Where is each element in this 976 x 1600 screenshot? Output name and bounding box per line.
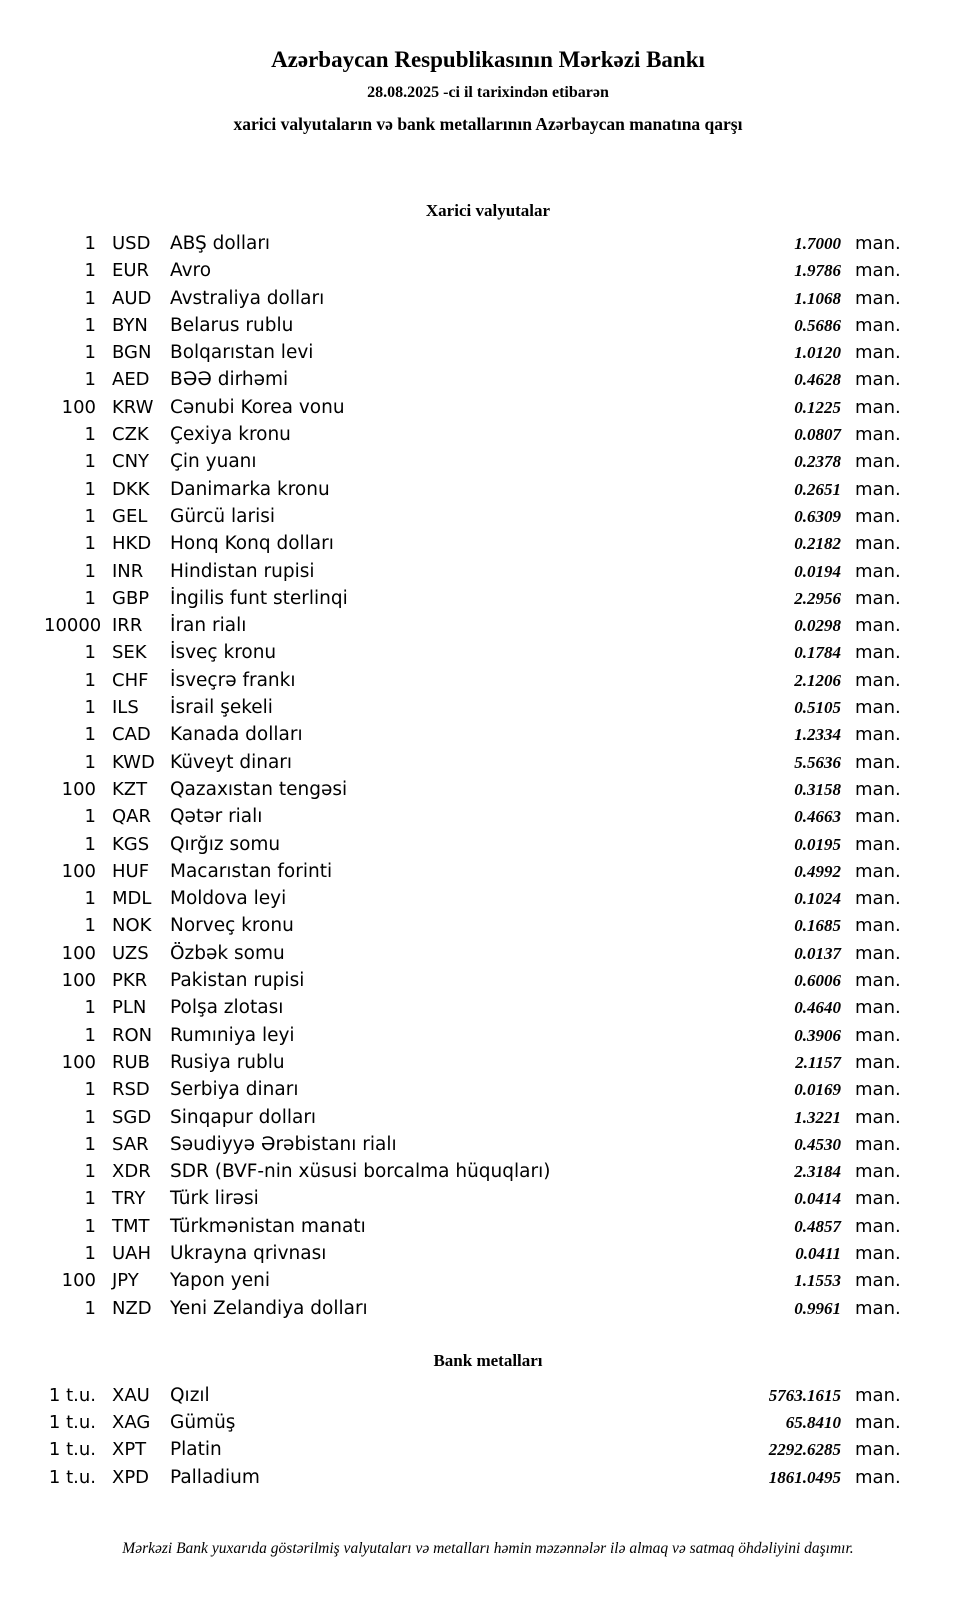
effective-date-line: 28.08.2025 -ci il tarixindən etibarən <box>367 84 609 101</box>
rate-row-rate-value: 5.5636 <box>794 752 841 772</box>
rate-row-currency-name: Türk lirəsi <box>170 1188 259 1210</box>
rate-row-currency-code: TMT <box>112 1215 150 1237</box>
rate-row-currency-code: SAR <box>112 1133 149 1155</box>
rate-row-currency-code: NZD <box>112 1297 152 1319</box>
rate-row-currency-name: Rumıniya leyi <box>170 1024 295 1046</box>
rate-row-rate-value: 0.4857 <box>794 1216 841 1236</box>
rate-row-unit-label: man. <box>855 1412 901 1434</box>
page-title: Azərbaycan Respublikasının Mərkəzi Bankı <box>271 47 705 72</box>
rate-row-quantity: 1 <box>84 587 96 609</box>
rate-row-quantity: 1 <box>84 1188 96 1210</box>
rate-row <box>44 1049 901 1076</box>
rate-row-unit-label: man. <box>855 751 901 773</box>
rate-row-currency-code: CZK <box>112 424 149 446</box>
rate-row-currency-name: Qızıl <box>170 1384 210 1406</box>
rate-row <box>44 967 901 994</box>
rate-row-rate-value: 0.2182 <box>794 534 841 554</box>
rate-row-currency-name: Özbək somu <box>170 942 285 964</box>
rate-row-unit-label: man. <box>855 970 901 992</box>
rate-row-unit-label: man. <box>855 287 901 309</box>
section-title-currencies: Xarici valyutalar <box>425 201 551 220</box>
rate-row-currency-name: Küveyt dinarı <box>170 751 293 773</box>
rate-row-quantity: 1 <box>84 260 96 282</box>
document-subtitle: xarici valyutaların və bank metallarının Azərbaycan manatına qarşı <box>233 114 743 134</box>
rate-row-currency-code: INR <box>112 560 144 582</box>
rate-row-currency-code: BYN <box>112 314 148 336</box>
rate-row-currency-code: KZT <box>112 778 148 800</box>
rate-row-currency-code: IRR <box>112 615 143 637</box>
rate-row-currency-name: Macarıstan forinti <box>170 860 333 882</box>
rate-row <box>44 394 901 421</box>
rate-row-currency-code: BGN <box>112 342 152 364</box>
rate-row-quantity: 1 <box>84 915 96 937</box>
rate-row-currency-name: İsveç kronu <box>170 642 277 664</box>
rate-row-currency-name: Norveç kronu <box>170 915 294 937</box>
rate-row-currency-code: CNY <box>112 451 150 473</box>
rate-row-unit-label: man. <box>855 1242 901 1264</box>
rate-row-unit-label: man. <box>855 778 901 800</box>
rate-row-quantity: 1 <box>84 287 96 309</box>
rate-row-currency-name: Gürcü larisi <box>170 505 276 527</box>
rate-row-unit-label: man. <box>855 669 901 691</box>
disclaimer-text: Mərkəzi Bank yuxarıda göstərilmiş valyutaları və metalları həmin məzənnələr ilə almaq və satmaq öhdəliyini daşımır. <box>122 1540 854 1558</box>
rate-row <box>44 530 901 557</box>
rate-row-quantity: 1 <box>84 1242 96 1264</box>
rate-row-rate-value: 0.9961 <box>794 1298 841 1318</box>
rate-row-rate-value: 0.4663 <box>794 807 841 827</box>
rate-row-quantity: 1 <box>84 1079 96 1101</box>
rate-row <box>44 1158 901 1185</box>
rate-row-unit-label: man. <box>855 942 901 964</box>
rate-row-currency-code: USD <box>112 233 151 254</box>
rate-row-quantity: 1 <box>84 833 96 855</box>
rate-row-currency-code: UAH <box>112 1242 152 1264</box>
rate-row-rate-value: 0.6006 <box>794 971 841 991</box>
rate-row-currency-code: AED <box>112 369 150 391</box>
rate-row-quantity: 1 <box>84 751 96 773</box>
rate-row-quantity: 1 <box>84 1024 96 1046</box>
rate-row-rate-value: 2.1157 <box>795 1052 841 1072</box>
rate-row-currency-code: EUR <box>112 260 150 282</box>
rate-row-unit-label: man. <box>855 1161 901 1183</box>
document-header <box>0 46 976 136</box>
rate-row-currency-name: Moldova leyi <box>170 888 287 910</box>
rate-row-currency-code: XAG <box>112 1412 151 1434</box>
rate-row-currency-name: BƏƏ dirhəmi <box>170 369 289 391</box>
rate-row-rate-value: 1.3221 <box>794 1107 841 1127</box>
rate-row <box>44 421 901 448</box>
rate-row-currency-code: XDR <box>112 1161 151 1183</box>
rate-row-quantity: 100 <box>61 942 96 964</box>
rate-row-unit-label: man. <box>855 1106 901 1128</box>
rate-row-rate-value: 1.1553 <box>794 1271 841 1291</box>
rate-row-unit-label: man. <box>855 615 901 637</box>
rate-row-unit-label: man. <box>855 1466 901 1488</box>
rate-row-currency-code: CAD <box>112 724 151 746</box>
rate-row-currency-code: RON <box>112 1024 153 1046</box>
rate-row-rate-value: 0.0807 <box>794 425 841 445</box>
rate-row-rate-value: 0.3158 <box>794 779 841 799</box>
rate-row-rate-value: 0.0194 <box>794 561 841 581</box>
rate-row-quantity: 1 <box>84 1297 96 1319</box>
rate-row <box>44 1295 901 1322</box>
rate-row-quantity: 10000 <box>44 615 102 637</box>
rate-row <box>44 1409 901 1436</box>
rate-row-currency-name: Qətər rialı <box>170 806 263 828</box>
rate-row-currency-name: Palladium <box>170 1466 260 1488</box>
rate-row-rate-value: 2292.6285 <box>768 1440 841 1460</box>
rate-row-currency-name: Çexiya kronu <box>170 424 291 446</box>
rate-row <box>44 1436 901 1463</box>
rate-row-quantity: 100 <box>61 860 96 882</box>
rate-row-quantity: 1 t.u. <box>48 1439 96 1461</box>
rate-row-currency-code: XPD <box>112 1466 150 1488</box>
rate-row-currency-name: Belarus rublu <box>170 314 294 336</box>
rate-row <box>44 1267 901 1294</box>
rate-row-currency-name: Serbiya dinarı <box>170 1079 299 1101</box>
rate-row-unit-label: man. <box>855 533 901 555</box>
metal-rate-table <box>44 1382 901 1491</box>
rate-row-rate-value: 0.0169 <box>794 1080 841 1100</box>
rate-row-quantity: 1 t.u. <box>48 1466 96 1488</box>
rate-row-quantity: 1 <box>84 888 96 910</box>
rate-row-quantity: 1 <box>84 1161 96 1183</box>
rate-row-quantity: 1 <box>84 1215 96 1237</box>
rate-row <box>44 912 901 939</box>
rate-row-quantity: 1 t.u. <box>48 1384 96 1406</box>
rate-row-currency-code: PKR <box>112 970 148 992</box>
rate-row <box>44 1185 901 1212</box>
rate-row <box>44 448 901 475</box>
rate-row-rate-value: 5763.1615 <box>768 1385 841 1405</box>
rate-row-unit-label: man. <box>855 260 901 282</box>
rate-row <box>44 558 901 585</box>
rate-row-currency-name: Qırğız somu <box>170 833 281 855</box>
rate-row <box>44 503 901 530</box>
rate-row <box>44 612 901 639</box>
rate-row-currency-code: SEK <box>112 642 147 664</box>
rate-row <box>44 1022 901 1049</box>
rate-row-currency-name: Səudiyyə Ərəbistanı rialı <box>170 1133 397 1155</box>
rate-row-currency-code: NOK <box>112 915 152 937</box>
rate-row <box>44 1104 901 1131</box>
rate-row-currency-name: İngilis funt sterlinqi <box>170 587 348 609</box>
rate-row-currency-name: SDR (BVF-nin xüsusi borcalma hüquqları) <box>170 1161 551 1183</box>
rate-row-currency-name: ABŞ dolları <box>170 233 271 254</box>
rate-row <box>44 312 901 339</box>
rate-row-currency-name: İsrail şekeli <box>170 697 273 719</box>
rate-row-quantity: 1 <box>84 505 96 527</box>
rate-row <box>44 230 901 257</box>
rate-row-currency-code: CHF <box>112 669 149 691</box>
rate-row-rate-value: 2.2956 <box>794 588 841 608</box>
rate-row-quantity: 1 t.u. <box>48 1412 96 1434</box>
rate-row-currency-code: MDL <box>112 888 152 910</box>
rate-row-quantity: 1 <box>84 314 96 336</box>
rate-row-currency-name: Danimarka kronu <box>170 478 330 500</box>
rate-row-unit-label: man. <box>855 1270 901 1292</box>
rate-row-quantity: 1 <box>84 533 96 555</box>
rate-row-quantity: 100 <box>61 1051 96 1073</box>
rate-row-unit-label: man. <box>855 915 901 937</box>
rate-row <box>44 994 901 1021</box>
rate-row-quantity: 1 <box>84 997 96 1019</box>
rate-row-rate-value: 0.1024 <box>794 889 841 909</box>
rate-row-unit-label: man. <box>855 342 901 364</box>
rate-row-currency-code: DKK <box>112 478 150 500</box>
rate-row-unit-label: man. <box>855 1439 901 1461</box>
rate-row-currency-code: XAU <box>112 1384 150 1406</box>
rate-row-quantity: 1 <box>84 342 96 364</box>
rate-row-rate-value: 0.5105 <box>794 698 841 718</box>
rate-row-unit-label: man. <box>855 1384 901 1406</box>
rate-row-rate-value: 0.3906 <box>794 1025 841 1045</box>
rate-row <box>44 940 901 967</box>
rate-row-currency-code: QAR <box>112 806 151 828</box>
rate-row-rate-value: 0.4530 <box>794 1134 841 1154</box>
rate-row <box>44 831 901 858</box>
rate-row-rate-value: 65.8410 <box>785 1413 841 1433</box>
rate-row-currency-name: Yeni Zelandiya dolları <box>170 1297 368 1319</box>
rate-row-quantity: 1 <box>84 724 96 746</box>
rate-row-currency-name: Rusiya rublu <box>170 1051 285 1073</box>
rate-row-unit-label: man. <box>855 1133 901 1155</box>
rate-row <box>44 1076 901 1103</box>
rate-row-rate-value: 0.1225 <box>794 397 841 417</box>
rate-row-quantity: 1 <box>84 369 96 391</box>
rate-row-quantity: 1 <box>84 1133 96 1155</box>
rate-row <box>44 885 901 912</box>
rate-row-unit-label: man. <box>855 642 901 664</box>
rate-row-rate-value: 0.0195 <box>794 834 841 854</box>
rate-row-unit-label: man. <box>855 1079 901 1101</box>
rate-row-unit-label: man. <box>855 833 901 855</box>
rate-row <box>44 1240 901 1267</box>
rate-row-quantity: 1 <box>84 669 96 691</box>
rate-row-rate-value: 1.9786 <box>794 261 841 281</box>
rate-row <box>44 257 901 284</box>
rate-row-unit-label: man. <box>855 451 901 473</box>
rate-row-unit-label: man. <box>855 806 901 828</box>
rate-row-quantity: 1 <box>84 424 96 446</box>
rate-row-currency-code: JPY <box>112 1270 139 1292</box>
rate-row-rate-value: 0.4640 <box>794 998 841 1018</box>
rate-row-quantity: 100 <box>61 970 96 992</box>
rate-row-currency-name: Sinqapur dolları <box>170 1106 317 1128</box>
rate-row-unit-label: man. <box>855 424 901 446</box>
rate-row-rate-value: 2.3184 <box>794 1162 841 1182</box>
rate-row-currency-name: Yapon yeni <box>170 1270 270 1292</box>
rate-row <box>44 667 901 694</box>
rate-row <box>44 749 901 776</box>
rate-row-currency-code: UZS <box>112 942 149 964</box>
rate-row <box>44 1382 901 1409</box>
rate-row-currency-name: Hindistan rupisi <box>170 560 315 582</box>
rate-row-unit-label: man. <box>855 314 901 336</box>
rate-row-unit-label: man. <box>855 233 901 254</box>
rate-row-currency-code: RUB <box>112 1051 151 1073</box>
rate-row <box>44 639 901 666</box>
rate-row-currency-name: Bolqarıstan levi <box>170 342 314 364</box>
rate-row <box>44 776 901 803</box>
rate-row-rate-value: 0.4628 <box>794 370 841 390</box>
rate-row <box>44 339 901 366</box>
rate-row-currency-name: Gümüş <box>170 1412 236 1434</box>
rate-row <box>44 694 901 721</box>
rate-row-unit-label: man. <box>855 587 901 609</box>
rate-row-currency-name: Honq Konq dolları <box>170 533 334 555</box>
rate-row-unit-label: man. <box>855 1215 901 1237</box>
rate-row-currency-name: Ukrayna qrivnası <box>170 1242 327 1264</box>
rate-row-unit-label: man. <box>855 1297 901 1319</box>
rate-row-currency-code: KWD <box>112 751 155 773</box>
rate-row-unit-label: man. <box>855 396 901 418</box>
rate-row <box>44 285 901 312</box>
rate-row-rate-value: 2.1206 <box>794 670 841 690</box>
rate-row-quantity: 1 <box>84 697 96 719</box>
rate-row <box>44 585 901 612</box>
rate-row-quantity: 100 <box>61 396 96 418</box>
rate-row-currency-name: Çin yuanı <box>170 451 257 473</box>
rate-row-currency-name: Pakistan rupisi <box>170 970 305 992</box>
rate-row-quantity: 100 <box>61 1270 96 1292</box>
rate-row <box>44 1213 901 1240</box>
rate-row-rate-value: 0.4992 <box>794 861 841 881</box>
rate-row-rate-value: 1.2334 <box>794 725 841 745</box>
rate-row-unit-label: man. <box>855 724 901 746</box>
rate-row-unit-label: man. <box>855 860 901 882</box>
rate-row-unit-label: man. <box>855 888 901 910</box>
rate-row-currency-name: İran rialı <box>170 615 247 637</box>
rate-row-currency-code: KGS <box>112 833 150 855</box>
rate-row-rate-value: 1.7000 <box>794 234 841 253</box>
rate-row <box>44 858 901 885</box>
rate-row-unit-label: man. <box>855 1188 901 1210</box>
rate-row-currency-name: Avro <box>170 260 212 282</box>
rate-row-currency-name: Cənubi Korea vonu <box>170 396 345 418</box>
rate-row-rate-value: 0.2651 <box>794 479 841 499</box>
rate-row-rate-value: 1861.0495 <box>768 1467 841 1487</box>
rate-row-currency-name: Qazaxıstan tengəsi <box>170 778 348 800</box>
rate-row-quantity: 1 <box>84 1106 96 1128</box>
rate-row-currency-code: TRY <box>112 1188 146 1210</box>
rate-row-currency-name: Avstraliya dolları <box>170 287 325 309</box>
rate-row-rate-value: 0.0137 <box>794 943 841 963</box>
rate-row-unit-label: man. <box>855 697 901 719</box>
rate-row-rate-value: 0.5686 <box>794 315 841 335</box>
rate-row <box>44 476 901 503</box>
rate-row-currency-code: SGD <box>112 1106 152 1128</box>
rate-row-currency-code: RSD <box>112 1079 150 1101</box>
rate-row-currency-code: HKD <box>112 533 152 555</box>
rate-row-rate-value: 0.0411 <box>795 1243 841 1263</box>
rate-row-currency-code: GBP <box>112 587 150 609</box>
rate-row-currency-code: PLN <box>112 997 147 1019</box>
rate-row-unit-label: man. <box>855 478 901 500</box>
rate-row-rate-value: 1.0120 <box>794 343 841 363</box>
rate-row-quantity: 1 <box>84 233 96 254</box>
rate-row-rate-value: 1.1068 <box>794 288 841 308</box>
rate-row-currency-name: İsveçrə frankı <box>170 669 296 691</box>
rate-row-currency-code: GEL <box>112 505 148 527</box>
rate-row-quantity: 1 <box>84 478 96 500</box>
rate-row-unit-label: man. <box>855 1051 901 1073</box>
rate-row-unit-label: man. <box>855 1024 901 1046</box>
rate-row-currency-name: Polşa zlotası <box>170 997 284 1019</box>
rate-row-unit-label: man. <box>855 997 901 1019</box>
rate-row <box>44 366 901 393</box>
rate-row-rate-value: 0.1685 <box>794 916 841 936</box>
rate-row-currency-name: Türkmənistan manatı <box>170 1215 366 1237</box>
section-title-metals: Bank metalları <box>433 1350 543 1370</box>
rate-row-quantity: 1 <box>84 642 96 664</box>
rate-row <box>44 721 901 748</box>
rate-row-currency-code: HUF <box>112 860 150 882</box>
rate-row-quantity: 1 <box>84 560 96 582</box>
rate-row-currency-code: AUD <box>112 287 152 309</box>
rate-row-rate-value: 0.1784 <box>794 643 841 663</box>
rate-row-unit-label: man. <box>855 369 901 391</box>
rate-row-quantity: 1 <box>84 451 96 473</box>
rate-row <box>44 1131 901 1158</box>
rate-row-currency-name: Platin <box>170 1439 222 1461</box>
rate-row-currency-code: ILS <box>112 697 139 719</box>
rate-row-rate-value: 0.6309 <box>794 506 841 526</box>
rate-row-rate-value: 0.2378 <box>794 452 841 472</box>
rate-row-unit-label: man. <box>855 505 901 527</box>
rate-row-rate-value: 0.0298 <box>794 616 841 636</box>
rate-row-currency-name: Kanada dolları <box>170 724 303 746</box>
rate-row <box>44 1464 901 1491</box>
rate-row-quantity: 100 <box>61 778 96 800</box>
rate-row-unit-label: man. <box>855 560 901 582</box>
rate-row-rate-value: 0.0414 <box>794 1189 841 1209</box>
rate-row <box>44 803 901 830</box>
currency-rate-table <box>44 230 901 1322</box>
rate-row-quantity: 1 <box>84 806 96 828</box>
rate-row-currency-code: XPT <box>112 1439 147 1461</box>
rate-row-currency-code: KRW <box>112 396 154 418</box>
